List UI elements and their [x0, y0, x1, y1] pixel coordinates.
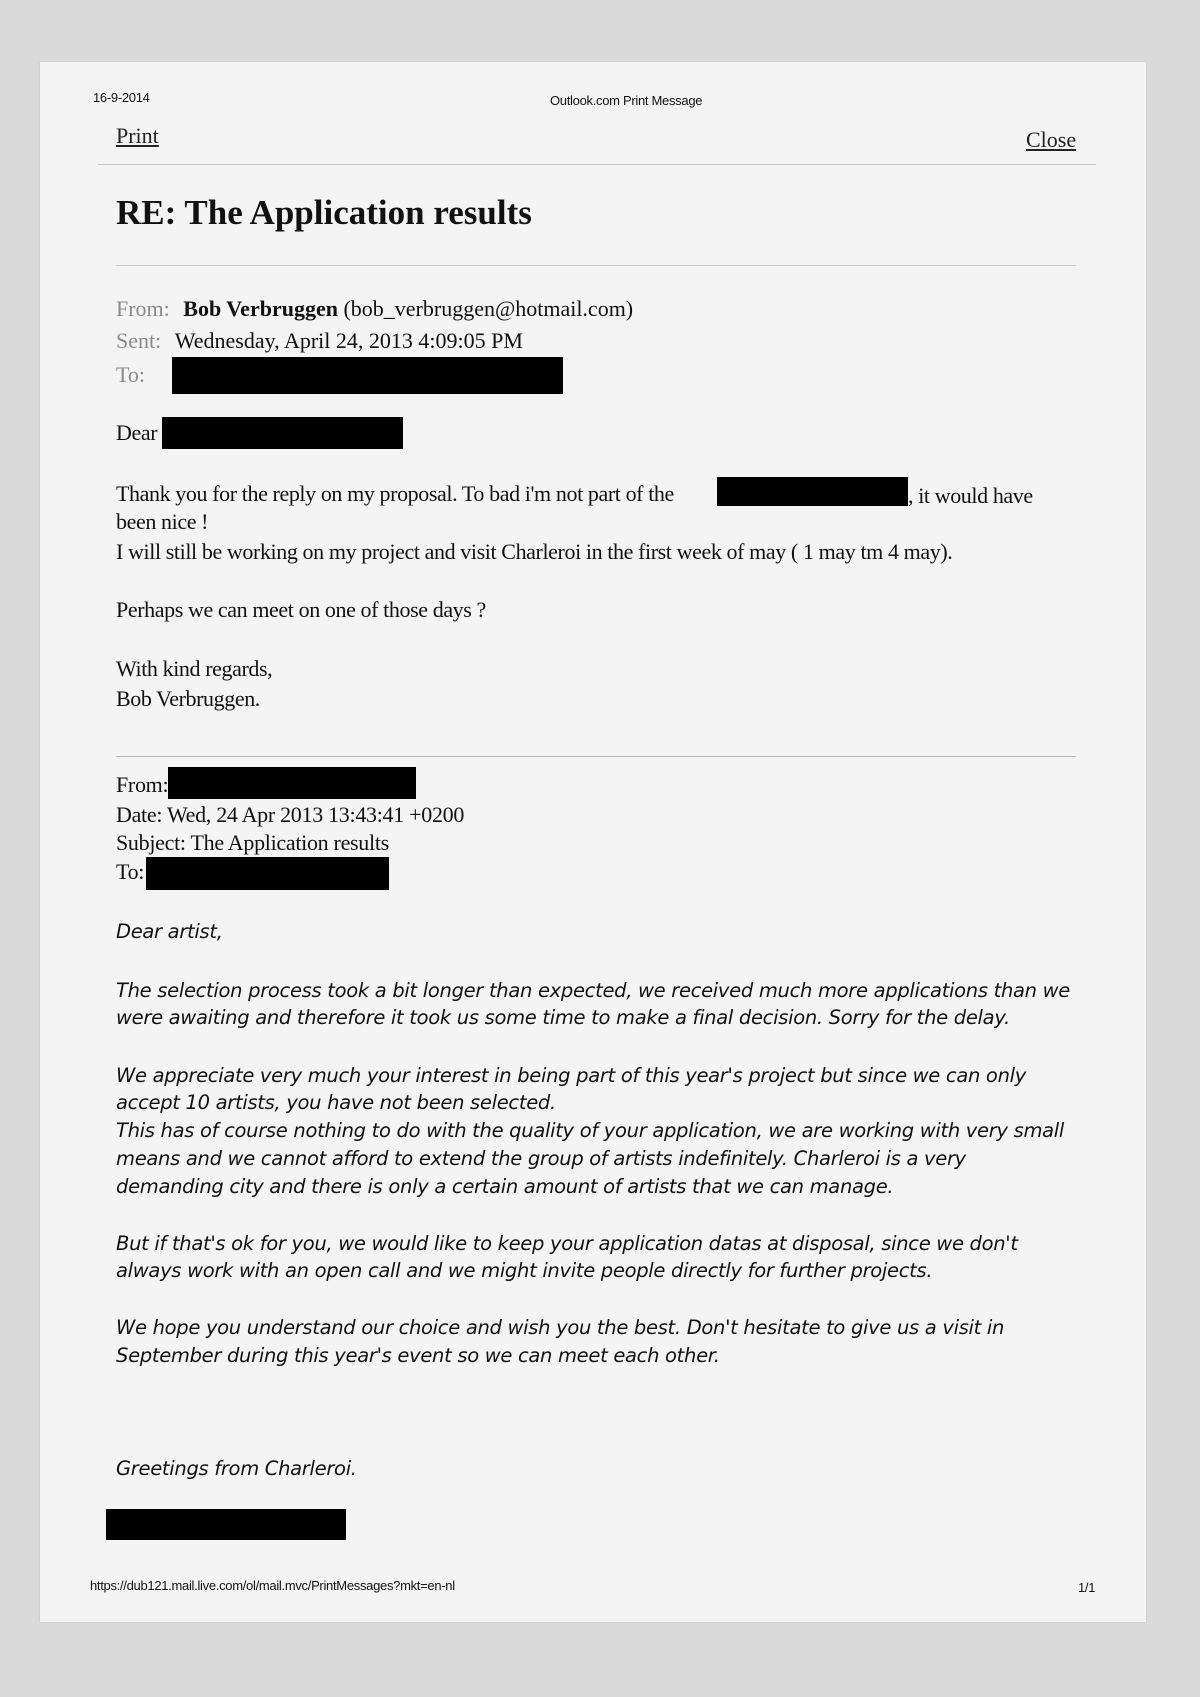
subject-divider — [116, 265, 1076, 266]
reply-line-1b: , it would have — [908, 483, 1033, 508]
reply-signature: Bob Verbruggen. — [116, 686, 260, 711]
reply-greeting: Dear — [116, 420, 158, 445]
from-label: From: — [116, 296, 170, 321]
message-subject: RE: The Application results — [116, 193, 532, 232]
fwd-to-label: To: — [116, 859, 145, 884]
fwd-subject: Subject: The Application results — [116, 830, 389, 855]
redacted-to — [172, 357, 563, 394]
footer-url: https://dub121.mail.live.com/ol/mail.mvc/PrintMessages?mkt=en-nl — [90, 1578, 455, 1593]
fwd-p2-line4: means and we cannot afford to extend the group of artists indefinitely. Charleroi is a very — [116, 1147, 966, 1170]
sent-label: Sent: — [116, 328, 162, 353]
header-divider — [98, 164, 1096, 165]
fwd-p2-line1: We appreciate very much your interest in being part of this year's project but since we can only — [116, 1064, 1026, 1087]
fwd-p3-line1: But if that's ok for you, we would like to keep your application datas at disposal, since we don't — [116, 1232, 1018, 1255]
fwd-p2-line2: accept 10 artists, you have not been selected. — [116, 1091, 556, 1114]
fwd-p2-line3: This has of course nothing to do with the quality of your application, we are working with very small — [116, 1119, 1065, 1142]
print-date: 16-9-2014 — [93, 90, 150, 105]
redacted-fwd-from — [168, 767, 416, 799]
to-row — [116, 362, 145, 388]
quote-divider — [116, 756, 1076, 757]
fwd-p4-line1: We hope you understand our choice and wish you the best. Don't hesitate to give us a visit in — [116, 1316, 1005, 1339]
fwd-p4-line2: September during this year's event so we can meet each other. — [116, 1344, 720, 1367]
redacted-recipient-name — [162, 417, 403, 449]
sent-value: Wednesday, April 24, 2013 4:09:05 PM — [174, 328, 523, 353]
to-label: To: — [116, 362, 146, 387]
print-link[interactable]: Print — [116, 123, 159, 148]
fwd-p1-line1: The selection process took a bit longer than expected, we received much more applications than we — [116, 979, 1070, 1002]
fwd-date: Date: Wed, 24 Apr 2013 13:43:41 +0200 — [116, 802, 465, 827]
fwd-p1-line2: were awaiting and therefore it took us some time to make a final decision. Sorry for the delay. — [116, 1006, 1010, 1029]
redacted-sender-signature — [106, 1509, 346, 1540]
footer-page-number: 1/1 — [1078, 1580, 1096, 1595]
sender-email: (bob_verbruggen@hotmail.com) — [343, 296, 634, 321]
reply-line-1a: Thank you for the reply on my proposal. To bad i'm not part of the — [116, 481, 674, 506]
fwd-from-label: From: — [116, 772, 169, 797]
fwd-p2-line5: demanding city and there is only a certain amount of artists that we can manage. — [116, 1175, 894, 1198]
reply-line-2: been nice ! — [116, 509, 209, 534]
sent-row — [116, 328, 523, 354]
print-title: Outlook.com Print Message — [550, 93, 703, 108]
fwd-closing: Greetings from Charleroi. — [116, 1457, 357, 1480]
fwd-greeting: Dear artist, — [116, 920, 223, 943]
redacted-fwd-to — [146, 857, 389, 890]
close-link[interactable]: Close — [1026, 127, 1077, 152]
reply-line-4: Perhaps we can meet on one of those days ? — [116, 597, 486, 622]
redacted-project — [717, 477, 908, 506]
reply-line-3: I will still be working on my project and visit Charleroi in the first week of may ( 1 may tm 4 may). — [116, 539, 953, 564]
from-row — [116, 296, 633, 322]
fwd-p3-line2: always work with an open call and we might invite people directly for further projects. — [116, 1259, 933, 1282]
reply-closing: With kind regards, — [116, 656, 273, 681]
sender-name: Bob Verbruggen — [183, 296, 338, 321]
